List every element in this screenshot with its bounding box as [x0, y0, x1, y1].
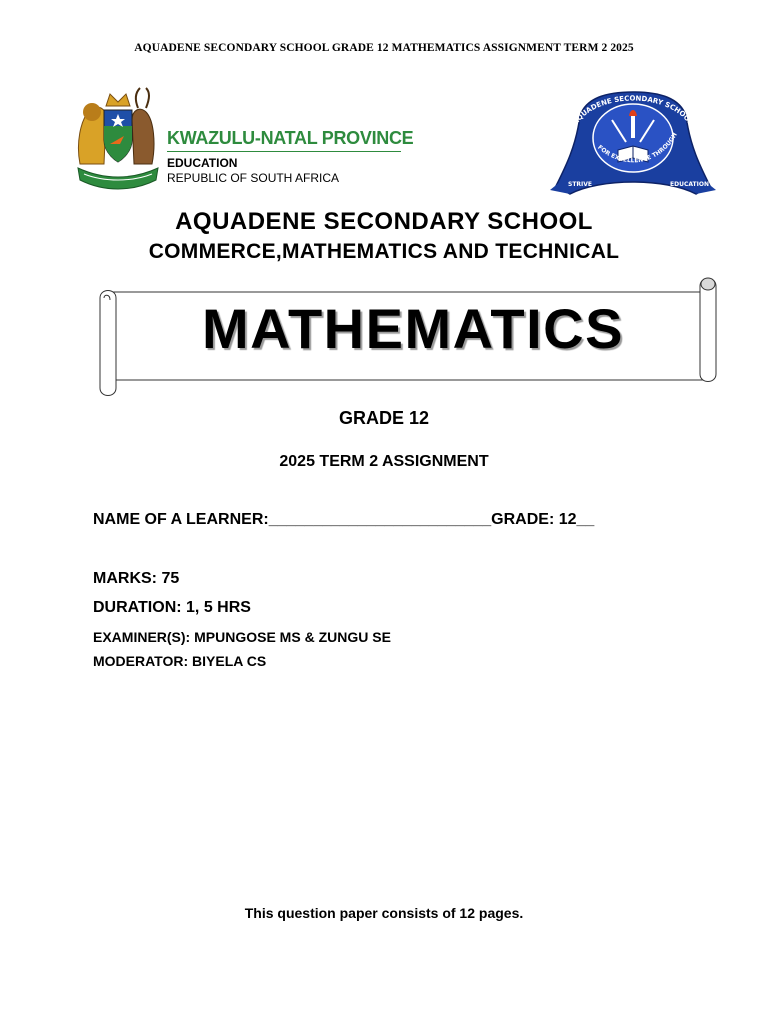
running-header: AQUADENE SECONDARY SCHOOL GRADE 12 MATHEMATICS ASSIGNMENT TERM 2 2025 — [134, 42, 634, 54]
school-streams: COMMERCE,MATHEMATICS AND TECHNICAL — [148, 240, 620, 263]
svg-text:EDUCATION: EDUCATION — [670, 181, 709, 188]
marks-field: MARKS: 75 — [93, 570, 180, 587]
page-count-note: This question paper consists of 12 pages. — [244, 905, 524, 921]
learner-name-line[interactable]: NAME OF A LEARNER:_________________________GRADE: 12__ — [93, 511, 595, 528]
department-name: EDUCATION — [167, 156, 238, 170]
moderator-field: MODERATOR: BIYELA CS — [93, 653, 267, 669]
grade-heading: GRADE 12 — [338, 408, 430, 428]
examiners-field: EXAMINER(S): MPUNGOSE MS & ZUNGU SE — [93, 629, 391, 645]
subject-title: MATHEMATICS — [202, 297, 624, 360]
svg-text:STRIVE: STRIVE — [568, 181, 593, 188]
school-crest-logo — [546, 86, 720, 200]
country-name: REPUBLIC OF SOUTH AFRICA — [167, 171, 340, 185]
province-divider — [167, 151, 401, 152]
svg-text:AQUADENE SECONDARY SCHOOL: AQUADENE SECONDARY SCHOOL — [571, 94, 695, 127]
assignment-heading: 2025 TERM 2 ASSIGNMENT — [279, 453, 489, 470]
province-name: KWAZULU-NATAL PROVINCE — [167, 128, 414, 148]
duration-field: DURATION: 1, 5 HRS — [93, 599, 251, 616]
school-name: AQUADENE SECONDARY SCHOOL — [175, 208, 593, 235]
svg-text:FOR EXCELLENCE THROUGH: FOR EXCELLENCE THROUGH — [596, 131, 679, 165]
